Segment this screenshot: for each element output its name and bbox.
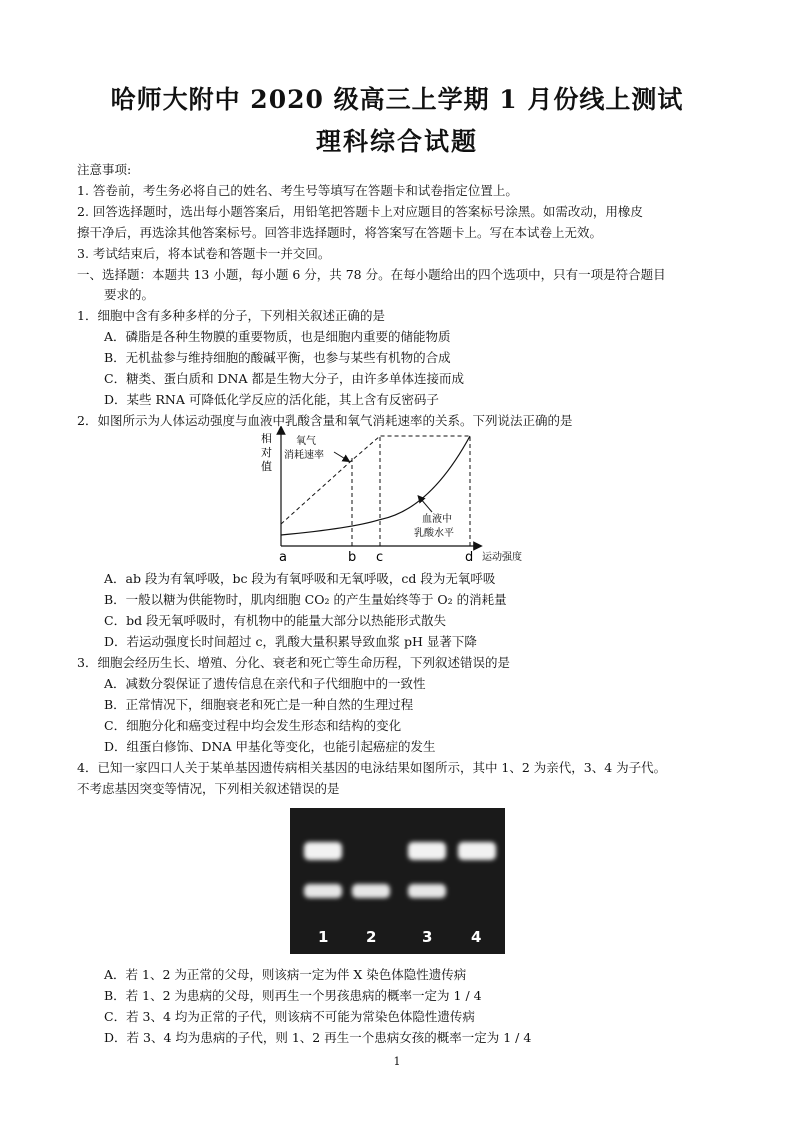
y-axis-label-char: 相 [261,432,272,445]
q3-option-c: C．细胞分化和癌变过程中均会发生形态和结构的变化 [104,718,402,733]
q2-stem: 2．如图所示为人体运动强度与血液中乳酸含量和氧气消耗速率的关系。下列说法正确的是 [77,413,573,428]
electrophoresis-gel-image [290,808,505,954]
lactate-label: 乳酸水平 [414,528,454,539]
q4-stem: 4．已知一家四口人关于某单基因遗传病相关基因的电泳结果如图所示，其中 1、2 为亲代，3、4 为子代。 [77,760,667,775]
q2-option-c: C．bd 段无氧呼吸时，有机物中的能量大部分以热能形式散失 [104,613,447,628]
q2-option-b: B．一般以糖为供能物时，肌肉细胞 CO₂ 的产生量始终等于 O₂ 的消耗量 [104,592,507,607]
q4-option-a: A．若 1、2 为正常的父母，则该病一定为伴 X 染色体隐性遗传病 [104,967,467,982]
q4-stem-cont: 不考虑基因突变等情况，下列相关叙述错误的是 [77,781,340,796]
q3-option-b: B．正常情况下，细胞衰老和死亡是一种自然的生理过程 [104,697,414,712]
page-number: 1 [393,1055,401,1068]
q1-stem: 1．细胞中含有多种多样的分子，下列相关叙述正确的是 [77,308,385,323]
lane-label-3: 3 [422,928,433,946]
q4-option-c: C．若 3、4 均为正常的子代，则该病不可能为常染色体隐性遗传病 [104,1009,475,1024]
q1-option-d: D．某些 RNA 可降低化学反应的活化能，其上含有反密码子 [104,392,439,407]
x-tick-d: d [465,550,474,565]
lane3-lower-band [408,884,446,898]
oxygen-label: 消耗速率 [284,450,324,461]
notes-heading: 注意事项: [77,162,132,177]
lane1-upper-band [304,842,342,860]
exercise-lactate-chart [250,426,550,566]
q2-option-a: A．ab 段为有氧呼吸，bc 段为有氧呼吸和无氧呼吸，cd 段为无氧呼吸 [104,571,496,586]
q4-option-d: D．若 3、4 均为患病的子代，则 1、2 再生一个患病女孩的概率一定为 1 / 4 [104,1030,532,1045]
q3-stem: 3．细胞会经历生长、增殖、分化、衰老和死亡等生命历程，下列叙述错误的是 [77,655,510,670]
y-axis-label-char: 对 [261,446,272,459]
q1-option-a: A．磷脂是各种生物膜的重要物质，也是细胞内重要的储能物质 [104,329,451,344]
lane-label-4: 4 [471,928,482,946]
x-tick-c: c [376,550,384,565]
x-axis-label: 运动强度 [482,552,522,563]
x-tick-b: b [348,550,357,565]
oxygen-label: 氧气 [296,436,316,447]
note-item: 2. 回答选择题时，选出每小题答案后，用铅笔把答题卡上对应题目的答案标号涂黑。如需改动，用橡皮 [77,204,643,219]
q3-option-a: A．减数分裂保证了遗传信息在亲代和子代细胞中的一致性 [104,676,426,691]
lane3-upper-band [408,842,446,860]
q2-option-d: D．若运动强度长时间超过 c，乳酸大量积累导致血浆 pH 显著下降 [104,634,477,649]
exam-title: 哈师大附中 2020 级高三上学期 1 月份线上测试 [110,85,684,114]
lane1-lower-band [304,884,342,898]
lane2-lower-band [352,884,390,898]
y-axis-label-char: 值 [261,460,272,473]
exam-subtitle: 理科综合试题 [315,127,478,156]
lane4-upper-band [458,842,496,860]
lane-label-2: 2 [366,928,377,946]
q3-option-d: D．组蛋白修饰、DNA 甲基化等变化，也能引起癌症的发生 [104,739,436,754]
section-instruction: 一、选择题：本题共 13 小题，每小题 6 分，共 78 分。在每小题给出的四个选项中，只有一项是符合题目 [77,267,666,282]
note-item: 1. 答卷前，考生务必将自己的姓名、考生号等填写在答题卡和试卷指定位置上。 [77,183,518,198]
q4-option-b: B．若 1、2 为患病的父母，则再生一个男孩患病的概率一定为 1 / 4 [104,988,482,1003]
q1-option-c: C．糖类、蛋白质和 DNA 都是生物大分子，由许多单体连接而成 [104,371,464,386]
lane-label-1: 1 [318,928,329,946]
lactate-pointer [420,498,432,512]
section-instruction-cont: 要求的。 [104,287,155,302]
lactate-label: 血液中 [422,514,452,525]
q1-option-b: B．无机盐参与维持细胞的酸碱平衡，也参与某些有机物的合成 [104,350,451,365]
note-item: 擦干净后，再选涂其他答案标号。回答非选择题时，将答案写在答题卡上。写在本试卷上无效。 [77,225,603,240]
oxygen-pointer [334,452,347,460]
note-item: 3. 考试结束后，将本试卷和答题卡一并交回。 [77,246,331,261]
x-tick-a: a [279,550,287,565]
